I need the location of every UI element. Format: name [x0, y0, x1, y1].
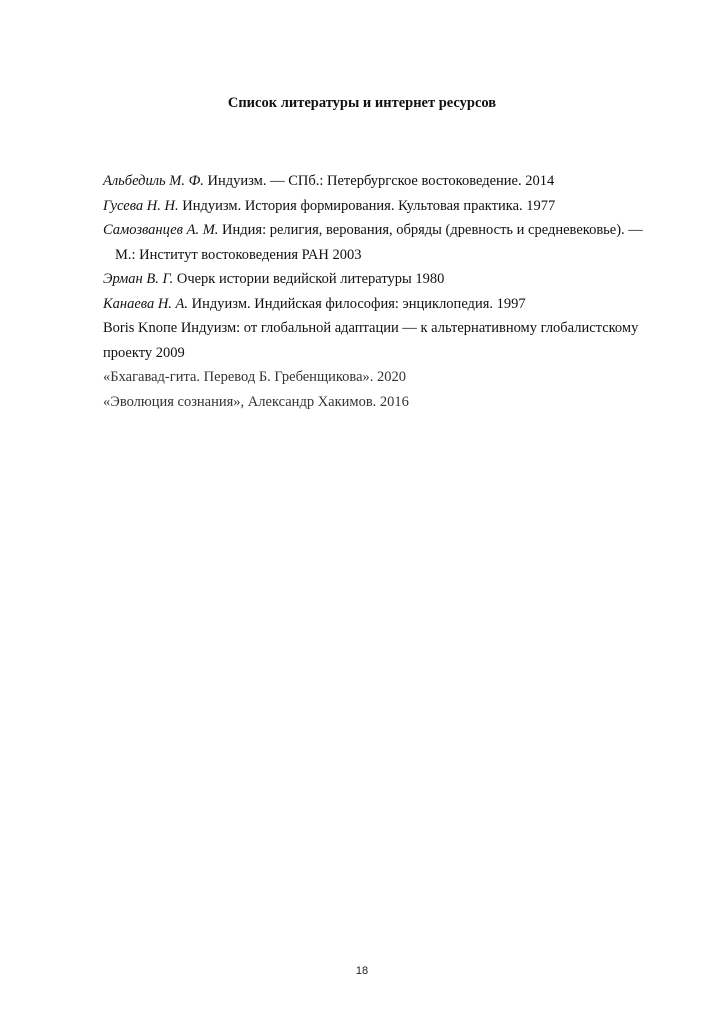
reference-text: Индуизм. — СПб.: Петербургское востоковедение. 2014 [203, 173, 555, 189]
reference-author: Самозванцев А. М. [103, 222, 219, 238]
reference-list [103, 169, 663, 414]
reference-item [103, 292, 663, 317]
reference-item [103, 267, 663, 292]
reference-text: «Эволюция сознания», Александр Хакимов. 2016 [103, 393, 409, 410]
reference-item [103, 218, 663, 243]
reference-text: Индуизм. История формирования. Культовая практика. 1977 [178, 197, 556, 214]
reference-text: Очерк истории ведийской литературы 1980 [173, 271, 445, 287]
reference-item [103, 390, 663, 415]
reference-item [103, 194, 663, 219]
reference-author: Альбедиль М. Ф. [103, 173, 204, 189]
reference-item [103, 316, 663, 341]
reference-text: «Бхагавад-гита. Перевод Б. Гребенщикова». 2020 [103, 369, 407, 385]
reference-item [103, 365, 663, 390]
reference-item-continuation [103, 341, 663, 366]
reference-author: Гусева Н. Н. [103, 197, 179, 214]
reference-text: М.: Институт востоковедения РАН 2003 [115, 246, 362, 263]
reference-text: проекту 2009 [103, 344, 185, 361]
page-number: 18 [355, 965, 369, 977]
page-title: Список литературы и интернет ресурсов [227, 95, 497, 111]
reference-author: Канаева Н. А. [103, 295, 189, 312]
reference-item [103, 169, 663, 194]
reference-item-continuation [103, 243, 663, 268]
reference-text: Индуизм. Индийская философия: энциклопедия. 1997 [188, 295, 526, 312]
reference-text: Boris Knoпe Индуизм: от глобальной адаптации — к альтернативному глобалистскому [103, 320, 639, 336]
reference-author: Эрман В. Г. [103, 271, 174, 287]
reference-text: Индия: религия, верования, обряды (древность и средневековье). — [218, 222, 643, 238]
